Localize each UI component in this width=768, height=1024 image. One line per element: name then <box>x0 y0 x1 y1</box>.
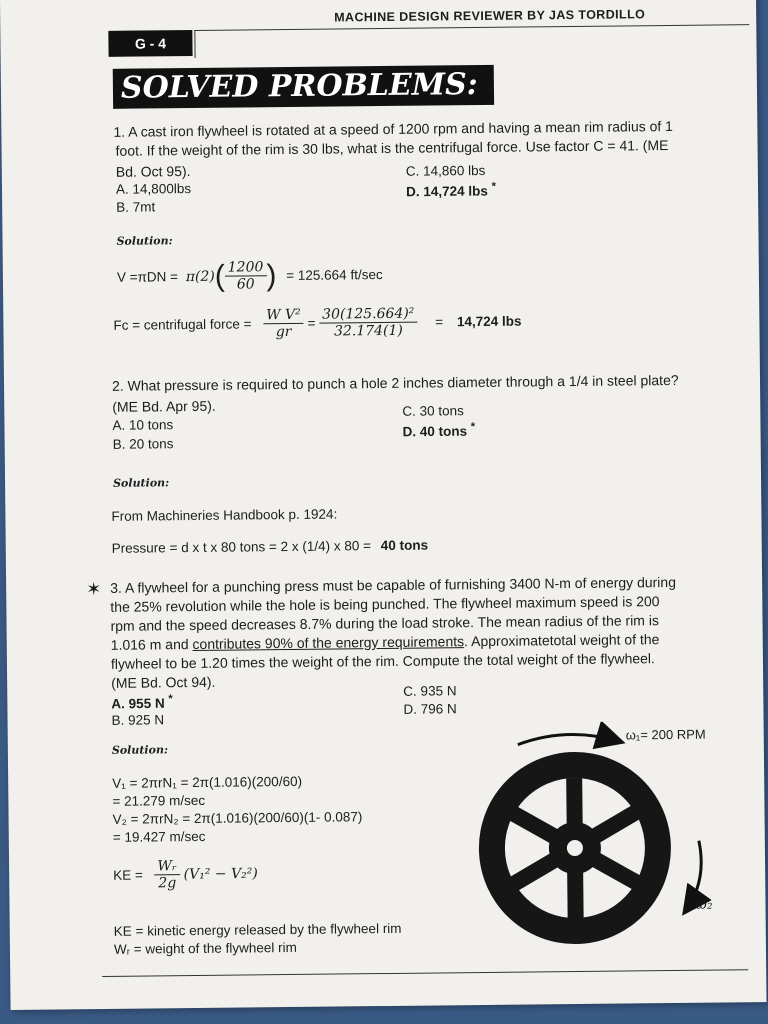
option-b: B. 925 N <box>111 712 165 728</box>
fc-result: 14,724 lbs <box>456 313 522 330</box>
page-number: G - 4 <box>108 30 192 57</box>
fraction-wv2-gr: $\frac{\text{W V²}}{gr}$ <box>263 307 304 340</box>
problem-text: What pressure is required to punch a hole 2 inches diameter through a 1/4 in steel plate? <box>127 371 679 394</box>
definition-wr: Wᵣ = weight of the flywheel rim <box>113 939 297 957</box>
header-rule <box>194 24 749 31</box>
v1-value: = 21.279 m/sec <box>112 792 206 809</box>
option-a-correct: A. 955 N * <box>111 693 173 712</box>
v2-equation: V₂ = 2πrN₂ = 2π(1.016)(200/60)(1- 0.087) <box>112 809 363 827</box>
section-banner: SOLVED PROBLEMS: <box>113 65 494 109</box>
problem-text: A cast iron flywheel is rotated at a speed of 1200 rpm and having a mean rim radius of 1 <box>128 117 674 140</box>
problem-number: 3. <box>110 579 122 596</box>
option-d-correct: D. 14,724 lbs * <box>405 180 497 200</box>
problem-2-line-2: (ME Bd. Apr 95). <box>112 397 216 415</box>
option-b: B. 20 tons <box>112 436 174 452</box>
option-b: B. 7mt <box>116 199 156 215</box>
fraction-wr-2g: $\frac{\text{Wᵣ}}{2g}$ <box>154 858 180 891</box>
pressure-result: 40 tons <box>380 537 429 554</box>
velocity-equation: V =πDN = π(2)( $\frac{1200}{60}$ ) = 125.664 ft/sec <box>116 258 383 293</box>
problem-3-line-3: rpm and the speed decreases 8.7% during the load stroke. The mean radius of the rim is <box>110 612 660 634</box>
option-c: C. 935 N <box>403 683 457 699</box>
problem-1-line-3: Bd. Oct 95). <box>115 163 191 180</box>
pressure-equation: Pressure = d x t x 80 tons = 2 x (1/4) x 80 = 40 tons <box>111 537 429 556</box>
problem-3-line-6: (ME Bd. Oct 94). <box>111 673 216 691</box>
problem-2-line-1 <box>112 371 679 395</box>
solution-label: Solution: <box>112 476 170 490</box>
solution-label: Solution: <box>111 743 169 757</box>
answer-mark: * <box>168 693 173 706</box>
answer-mark: * <box>491 180 497 193</box>
answer-mark: * <box>470 421 476 434</box>
handbook-reference: From Machineries Handbook p. 1924: <box>111 506 338 524</box>
problem-number: 2. <box>111 377 124 394</box>
solution-label: Solution: <box>116 234 173 248</box>
definition-ke: KE = kinetic energy released by the flywheel rim <box>113 920 402 939</box>
problem-text: A flywheel for a punching press must be capable of furnishing 3400 N-m of energy during <box>124 573 677 596</box>
rotation-arrow-top <box>518 734 620 745</box>
problem-number: 1. <box>113 123 126 140</box>
omega-2-label: ω₂ <box>695 896 713 913</box>
problem-3-line-4: 1.016 m and contributes 90% of the energy requirements. Approximatetotal weight of the <box>110 631 660 653</box>
underlined-phrase: contributes 90% of the energy requirements <box>192 633 465 653</box>
kinetic-energy-equation: KE = $\frac{\text{Wᵣ}}{2g}$ (V₁² − V₂²) <box>113 858 258 892</box>
flywheel-icon <box>478 751 672 945</box>
problem-1-line-2: foot. If the weight of the rim is 30 lbs, what is the centrifugal force. Use factor C = 41. (ME <box>115 137 669 159</box>
omega-1-label: ω₁= 200 RPM <box>625 726 706 743</box>
v2-value: = 19.427 m/sec <box>112 828 206 845</box>
v1-equation: V₁ = 2πrN₁ = 2π(1.016)(200/60) <box>112 773 303 791</box>
problem-3-line-2: the 25% revolution while the hole is being punched. The flywheel maximum speed is 200 <box>110 593 660 615</box>
star-mark: ✶ <box>86 578 102 600</box>
option-a: A. 14,800lbs <box>115 181 192 197</box>
header-rule-vertical <box>194 30 195 58</box>
fraction-numeric: $\frac{\text{30(125.664)²}}{32.174(1)}$ <box>319 306 418 340</box>
option-c: C. 14,860 lbs <box>405 162 486 179</box>
rpm-fraction: $\frac{1200}{60}$ <box>225 259 267 292</box>
option-d-correct: D. 40 tons * <box>402 421 476 440</box>
problem-3-line-5: flywheel to be 1.20 times the weight of the rim. Compute the total weight of the flywheel. <box>110 650 655 672</box>
option-a: A. 10 tons <box>112 417 174 433</box>
centrifugal-force-equation: Fc = centrifugal force = $\frac{\text{W V²}}{gr}$ = $\frac{\text{30(125.664)²}}{32.174(1)}$ = 14,724 lbs <box>113 305 522 341</box>
option-d: D. 796 N <box>403 701 457 717</box>
option-c: C. 30 tons <box>402 403 464 419</box>
running-title: MACHINE DESIGN REVIEWER BY JAS TORDILLO <box>334 7 646 25</box>
footer-rule <box>102 969 748 977</box>
flywheel-diagram <box>448 720 751 973</box>
